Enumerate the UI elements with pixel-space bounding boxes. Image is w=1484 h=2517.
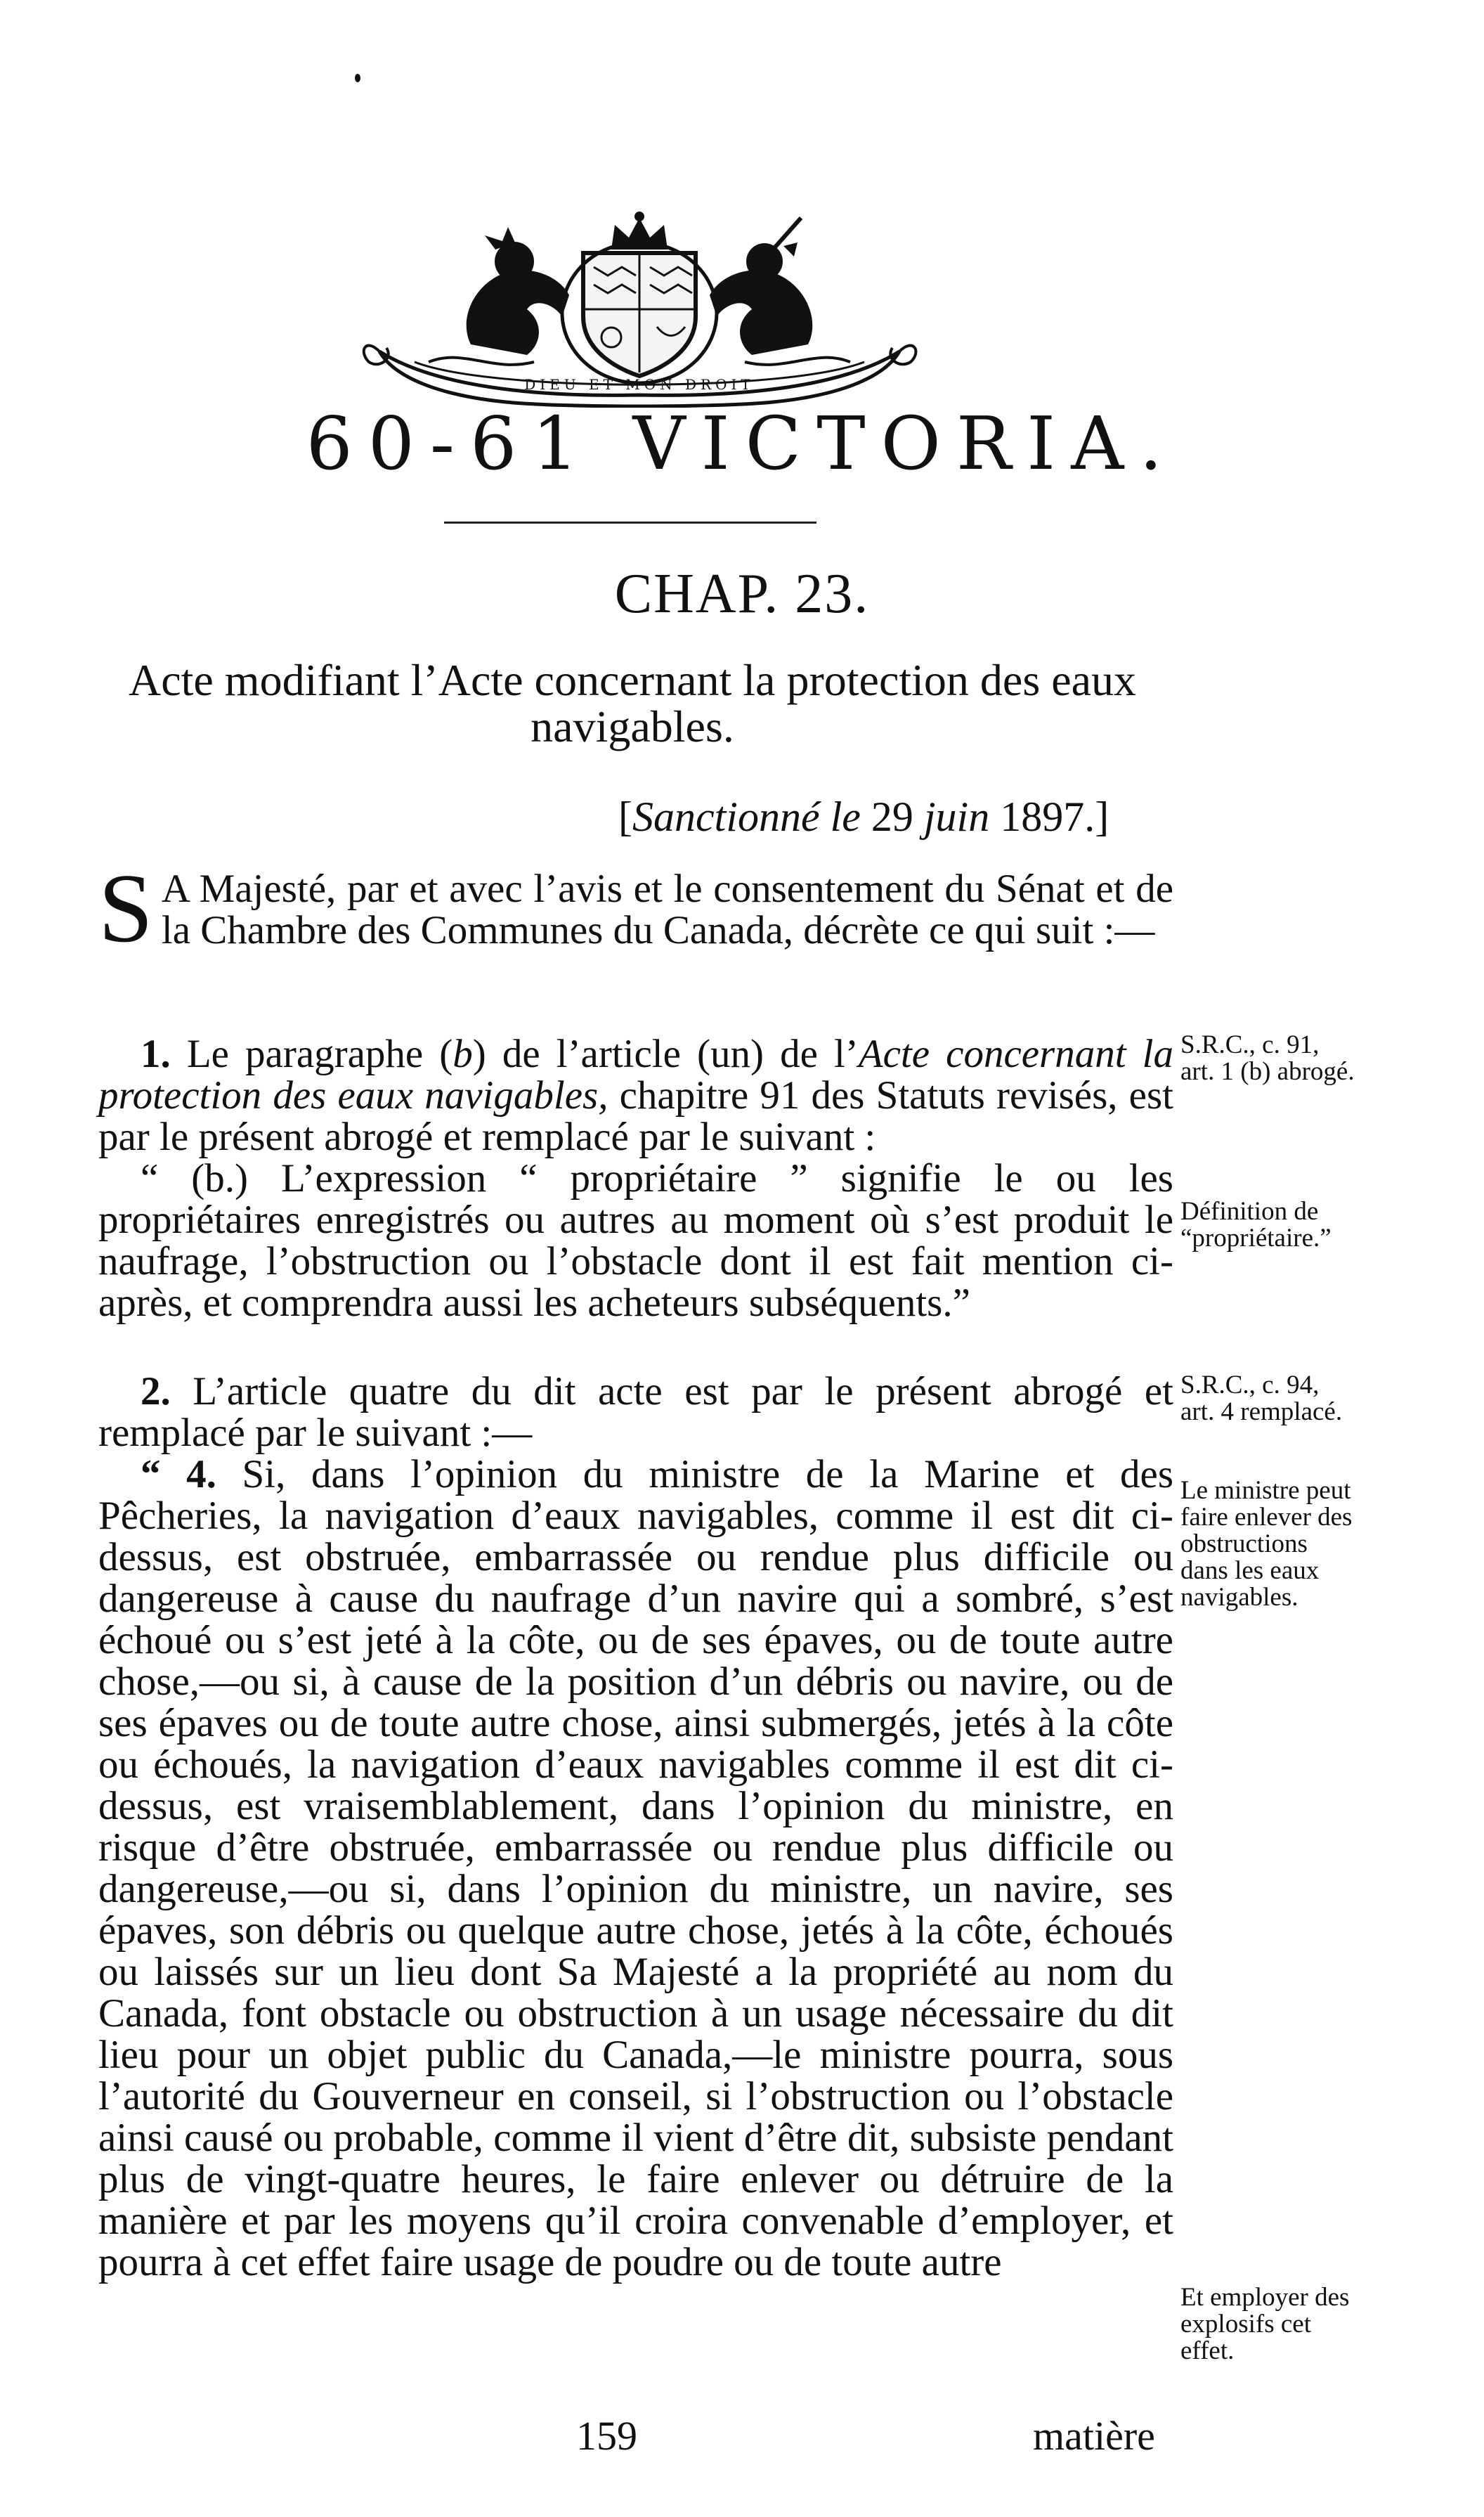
section-2-number: 2.	[141, 1369, 171, 1413]
section-2-intro: L’article quatre du dit acte est par le présent abrogé et remplacé par le suivant :—	[98, 1369, 1174, 1455]
drop-cap: S	[98, 854, 153, 963]
section-1-text-c: chapitre 91 des Statuts revisés, est par le présent abrogé et remplacé par le suivant :	[98, 1073, 1173, 1159]
svg-text:DIEU ET MON DROIT: DIEU ET MON DROIT	[524, 376, 755, 393]
ink-speck	[355, 74, 360, 82]
act-title: 60-61 VICTORIA.	[306, 401, 1178, 486]
section-1	[98, 1033, 1173, 1324]
sanction-date	[618, 793, 1109, 841]
section-1-b: b	[453, 1032, 473, 1076]
sanction-open: [	[618, 794, 632, 840]
margin-note: S.R.C., c. 91, art. 1 (b) abrogé.	[1180, 1030, 1355, 1086]
margin-note: Le ministre peut faire enlever des obstructions dans les eaux navigables.	[1180, 1476, 1353, 1612]
margin-note: S.R.C., c. 94, art. 4 remplacé.	[1180, 1371, 1343, 1426]
preamble-text: A Majesté, par et avec l’avis et le consentement du Sénat et de la Chambre des Communes du Canada, décrète ce qui suit :—	[161, 867, 1173, 952]
section-1-text-b: ) de l’article (un) de l’	[472, 1032, 859, 1076]
section-1-quoted: “ (b.) L’expression “ propriétaire ” signifie le ou les propriétaires enregistrés ou autres au moment où s’est produit le naufrage, l’obstruction ou l’obstacle dont il est fait mention ci-après, et comprendra aussi les acheteurs subséquents.”	[98, 1156, 1173, 1325]
section-1-number: 1.	[141, 1032, 171, 1076]
catchword: matière	[1033, 2413, 1155, 2459]
chapter-heading: CHAP. 23.	[614, 563, 870, 625]
section-2-quoted-number: “ 4.	[141, 1452, 216, 1496]
sanction-year: 1897.]	[1000, 794, 1109, 840]
sanction-italic-2: juin	[923, 794, 990, 840]
act-long-title: Acte modifiant l’Acte concernant la protection des eaux navigables.	[128, 655, 1137, 751]
royal-coat-of-arms-icon	[351, 211, 928, 408]
section-1-act-name: Acte concernant la protection des eaux navigables,	[98, 1032, 1173, 1118]
margin-note: Définition de “propriétaire.”	[1180, 1197, 1332, 1253]
section-1-text-a: Le paragraphe (	[186, 1032, 453, 1076]
margin-note: Et employer des explosifs cet effet.	[1180, 2283, 1350, 2365]
sanction-day: 29	[871, 794, 913, 840]
page-number: 159	[576, 2413, 637, 2459]
section-2	[98, 1371, 1173, 2283]
section-2-quoted-text: Si, dans l’opinion du ministre de la Marine et des Pêcheries, la navigation d’eaux navigables, comme il est dit ci-dessus, est obstruée, embarrassée ou rendue plus difficile ou dangereuse à cause du naufrage d’un navire qui a sombré, s’est échoué ou s’est jeté à la côte, ou de ses épaves, ou de toute autre chose,—ou si, à cause de la position d’un débris ou navire, ou de ses épaves ou de toute autre chose, ainsi submergés, jetés à la côte ou échoués, la navigation d’eaux navigables comme il est dit ci-dessus, est vraisemblablement, dans l’opinion du ministre, en risque d’être obstruée, embarrassée ou rendue plus difficile ou dangereuse,—ou si, dans l’opinion du ministre, un navire, ses épaves, son débris ou quelque autre chose, jetés à la côte, échoués ou laissés sur un lieu dont Sa Majesté a la propriété au nom du Canada, font obstacle ou obstruction à un usage nécessaire du dit lieu pour un objet public du Canada,—le ministre pourra, sous l’autorité du Gouverneur en conseil, si l’obstruction ou l’obstacle ainsi causé ou probable, comme il vient d’être dit, subsiste pendant plus de vingt-quatre heures, le faire enlever ou détruire de la manière et par les moyens qu’il croira convenable d’employer, et pourra à cet effet faire usage de poudre ou de toute autre	[98, 1452, 1174, 2284]
preamble	[98, 854, 1173, 963]
title-rule	[444, 522, 816, 524]
sanction-italic-1: Sanctionné le	[632, 794, 861, 840]
